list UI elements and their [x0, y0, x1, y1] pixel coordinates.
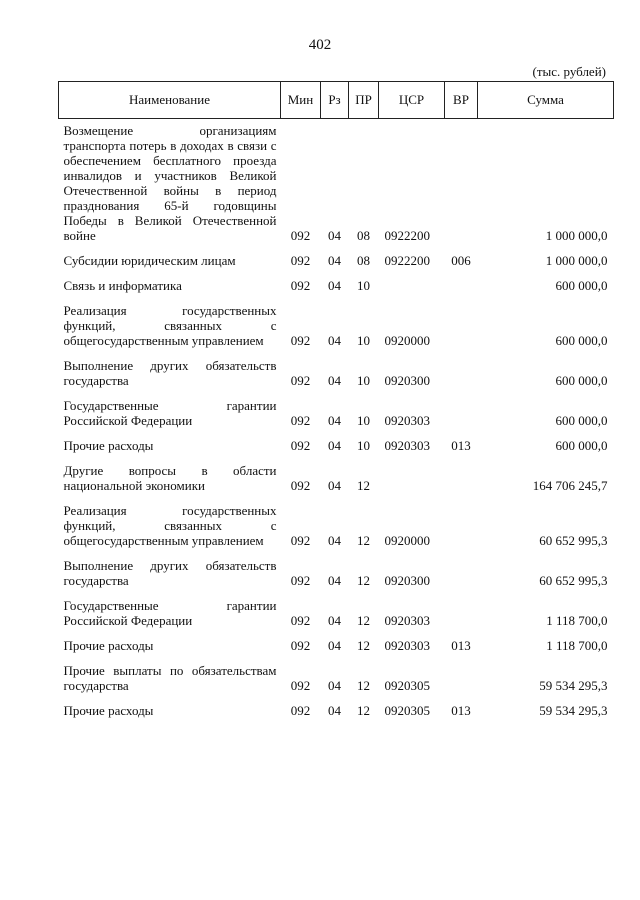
row-sum: 59 534 295,3 — [539, 678, 608, 693]
row-rz: 04 — [328, 413, 341, 428]
header-rz: Рз — [321, 82, 349, 119]
row-vr — [445, 554, 478, 594]
row-vr: 006 — [451, 253, 471, 268]
row-vr — [445, 354, 478, 394]
row-vr: 013 — [451, 438, 471, 453]
table-row — [59, 699, 614, 724]
row-pr: 12 — [357, 703, 370, 718]
table-row — [59, 394, 614, 434]
row-min: 092 — [290, 573, 311, 588]
row-pr: 10 — [357, 278, 370, 293]
row-rz: 04 — [328, 573, 341, 588]
row-pr: 10 — [357, 413, 370, 428]
row-pr: 12 — [357, 638, 370, 653]
row-name: Возмещение организациям транспорта потерь в доходах в связи с обеспечением бесплатного проезда инвалидов и участников Великой Отечественной войны в период празднования 65-й годовщины Победы в Великой Отечественной войне — [63, 123, 277, 243]
row-min: 092 — [290, 478, 311, 493]
header-pr: ПР — [349, 82, 379, 119]
table-row — [59, 274, 614, 299]
row-vr — [445, 459, 478, 499]
header-row — [59, 82, 614, 119]
row-csr: 0920305 — [384, 678, 430, 693]
row-csr: 0920303 — [384, 438, 430, 453]
row-pr: 12 — [357, 613, 370, 628]
row-name: Другие вопросы в области национальной экономики — [63, 463, 277, 493]
units-label: (тыс. рублей) — [532, 64, 606, 79]
row-name: Государственные гарантии Российской Федерации — [63, 398, 277, 428]
row-csr — [379, 459, 445, 499]
table-row — [59, 434, 614, 459]
row-sum: 1 000 000,0 — [545, 253, 608, 268]
row-rz: 04 — [328, 678, 341, 693]
row-csr: 0920303 — [384, 613, 430, 628]
budget-table — [58, 81, 614, 724]
row-vr: 013 — [451, 703, 471, 718]
table-row — [59, 554, 614, 594]
row-min: 092 — [290, 678, 311, 693]
row-min: 092 — [290, 638, 311, 653]
row-name: Прочие выплаты по обязательствам государства — [63, 663, 277, 693]
row-rz: 04 — [328, 333, 341, 348]
row-vr — [445, 299, 478, 354]
header-vr: ВР — [445, 82, 478, 119]
row-vr — [445, 119, 478, 250]
page-number: 402 — [308, 37, 332, 53]
row-pr: 08 — [357, 228, 370, 243]
table-body — [59, 119, 614, 725]
row-sum: 600 000,0 — [555, 438, 608, 453]
row-rz: 04 — [328, 533, 341, 548]
row-min: 092 — [290, 253, 311, 268]
table-row — [59, 634, 614, 659]
row-csr — [379, 274, 445, 299]
row-rz: 04 — [328, 253, 341, 268]
row-pr: 08 — [357, 253, 370, 268]
table-row — [59, 499, 614, 554]
row-csr: 0920000 — [384, 333, 430, 348]
table-row — [59, 659, 614, 699]
header-csr: ЦСР — [379, 82, 445, 119]
row-min: 092 — [290, 373, 311, 388]
row-pr: 12 — [357, 478, 370, 493]
row-min: 092 — [290, 333, 311, 348]
row-pr: 12 — [357, 678, 370, 693]
header-min: Мин — [281, 82, 321, 119]
row-pr: 10 — [357, 373, 370, 388]
table-row — [59, 299, 614, 354]
row-csr: 0920303 — [384, 413, 430, 428]
row-csr: 0922200 — [384, 253, 430, 268]
row-rz: 04 — [328, 638, 341, 653]
row-pr: 10 — [357, 438, 370, 453]
row-pr: 12 — [357, 533, 370, 548]
row-min: 092 — [290, 533, 311, 548]
row-min: 092 — [290, 278, 311, 293]
row-sum: 600 000,0 — [555, 278, 608, 293]
row-sum: 60 652 995,3 — [539, 533, 608, 548]
row-sum: 59 534 295,3 — [539, 703, 608, 718]
row-name: Связь и информатика — [63, 278, 182, 293]
table-row — [59, 594, 614, 634]
row-csr: 0920300 — [384, 573, 430, 588]
table-row — [59, 354, 614, 394]
row-sum: 1 118 700,0 — [546, 613, 608, 628]
row-csr: 0920303 — [384, 638, 430, 653]
row-rz: 04 — [328, 278, 341, 293]
row-sum: 164 706 245,7 — [532, 478, 608, 493]
row-min: 092 — [290, 228, 311, 243]
table-header — [59, 82, 614, 119]
table-row — [59, 119, 614, 250]
row-rz: 04 — [328, 228, 341, 243]
table-row — [59, 249, 614, 274]
row-min: 092 — [290, 613, 311, 628]
row-name: Выполнение других обязательств государства — [63, 358, 277, 388]
row-name: Субсидии юридическим лицам — [63, 253, 236, 268]
row-name: Реализация государственных функций, связанных с общегосударственным управлением — [63, 503, 277, 548]
row-name: Государственные гарантии Российской Федерации — [63, 598, 277, 628]
row-rz: 04 — [328, 703, 341, 718]
row-vr: 013 — [451, 638, 471, 653]
row-min: 092 — [290, 438, 311, 453]
row-sum: 1 000 000,0 — [545, 228, 608, 243]
row-sum: 600 000,0 — [555, 333, 608, 348]
row-csr: 0920300 — [384, 373, 430, 388]
row-vr — [445, 274, 478, 299]
row-name: Прочие расходы — [63, 438, 154, 453]
row-name: Прочие расходы — [63, 703, 154, 718]
row-vr — [445, 394, 478, 434]
row-sum: 600 000,0 — [555, 373, 608, 388]
row-min: 092 — [290, 703, 311, 718]
row-name: Выполнение других обязательств государства — [63, 558, 277, 588]
table-row — [59, 459, 614, 499]
row-csr: 0922200 — [384, 228, 430, 243]
row-name: Реализация государственных функций, связанных с общегосударственным управлением — [63, 303, 277, 348]
header-sum: Сумма — [478, 82, 614, 119]
row-vr — [445, 594, 478, 634]
row-rz: 04 — [328, 373, 341, 388]
row-csr: 0920305 — [384, 703, 430, 718]
row-vr — [445, 659, 478, 699]
row-sum: 600 000,0 — [555, 413, 608, 428]
row-sum: 1 118 700,0 — [546, 638, 608, 653]
row-rz: 04 — [328, 478, 341, 493]
row-sum: 60 652 995,3 — [539, 573, 608, 588]
row-min: 092 — [290, 413, 311, 428]
header-name: Наименование — [59, 82, 281, 119]
row-rz: 04 — [328, 613, 341, 628]
row-name: Прочие расходы — [63, 638, 154, 653]
row-rz: 04 — [328, 438, 341, 453]
row-vr — [445, 499, 478, 554]
row-csr: 0920000 — [384, 533, 430, 548]
row-pr: 10 — [357, 333, 370, 348]
row-pr: 12 — [357, 573, 370, 588]
